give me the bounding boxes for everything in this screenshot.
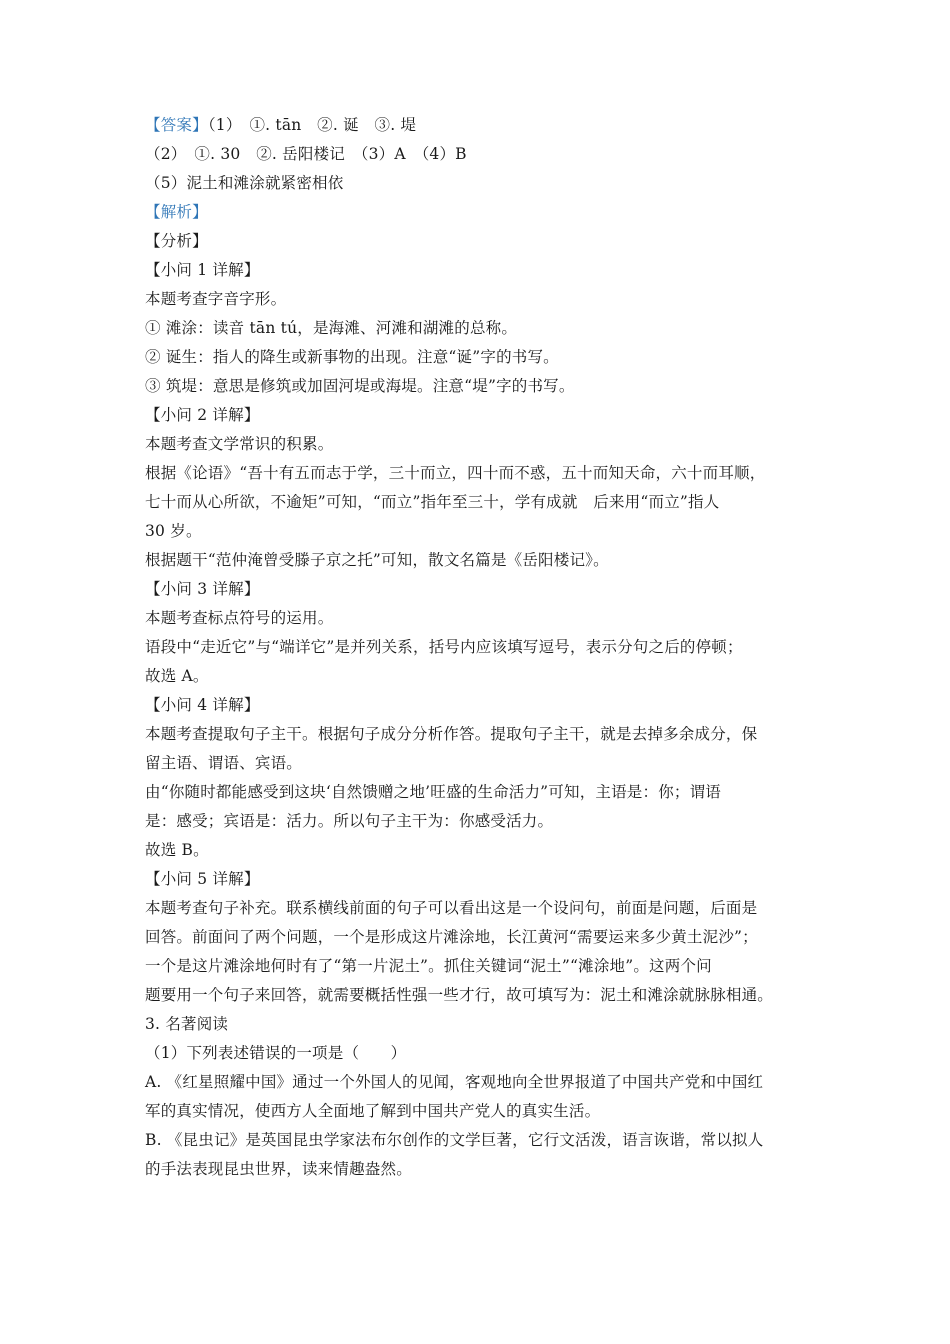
q3-text: 本题考查标点符号的运用。 bbox=[145, 609, 334, 627]
q4-heading: 【小问 4 详解】 bbox=[145, 696, 260, 714]
answer-line-3: （5）泥土和滩涂就紧密相依 bbox=[145, 174, 344, 192]
section-3-question: （1）下列表述错误的一项是（ ） bbox=[145, 1044, 407, 1062]
q2-text: 根据题干“范仲淹曾受滕子京之托”可知，散文名篇是《岳阳楼记》。 bbox=[145, 551, 609, 569]
q2-text: 根据《论语》“吾十有五而志于学，三十而立，四十而不惑，五十而知天命，六十而耳顺， bbox=[145, 464, 766, 482]
q4-text: 由“你随时都能感受到这块‘自然馈赠之地’旺盛的生命活力”可知，主语是：你；谓语 bbox=[145, 783, 722, 801]
q2-text: 30 岁。 bbox=[145, 522, 202, 540]
analysis-tag: 【解析】 bbox=[145, 203, 208, 221]
q4-text: 本题考查提取句子主干。根据句子成分分析作答。提取句子主干，就是去掉多余成分，保 bbox=[145, 725, 758, 743]
fenxi-heading: 【分析】 bbox=[145, 232, 208, 250]
q1-heading: 【小问 1 详解】 bbox=[145, 261, 260, 279]
q4-text: 故选 B。 bbox=[145, 841, 209, 859]
q5-text: 题要用一个句子来回答，就需要概括性强一些才行，故可填写为：泥土和滩涂就脉脉相通。 bbox=[145, 986, 774, 1004]
document-body bbox=[145, 111, 810, 1184]
q1-text: ① 滩涂：读音 tān tú，是海滩、河滩和湖滩的总称。 bbox=[145, 319, 518, 337]
section-3-title: 3. 名著阅读 bbox=[145, 1015, 229, 1033]
q3-text: 故选 A。 bbox=[145, 667, 209, 685]
q5-text: 本题考查句子补充。联系横线前面的句子可以看出这是一个设问句，前面是问题，后面是 bbox=[145, 899, 758, 917]
option-b-text: B. 《昆虫记》是英国昆虫学家法布尔创作的文学巨著，它行文活泼，语言诙谐，常以拟人 bbox=[145, 1131, 764, 1149]
q1-text: 本题考查字音字形。 bbox=[145, 290, 287, 308]
q5-text: 回答。前面问了两个问题，一个是形成这片滩涂地，长江黄河“需要运来多少黄土泥沙”； bbox=[145, 928, 758, 946]
answer-tag: 【答案】 bbox=[145, 116, 208, 134]
q2-heading: 【小问 2 详解】 bbox=[145, 406, 260, 424]
q5-heading: 【小问 5 详解】 bbox=[145, 870, 260, 888]
answer-line-1 bbox=[145, 111, 810, 140]
q4-text: 留主语、谓语、宾语。 bbox=[145, 754, 303, 772]
option-a-text: A. 《红星照耀中国》通过一个外国人的见闻，客观地向全世界报道了中国共产党和中国红 bbox=[145, 1073, 764, 1091]
q1-text: ② 诞生：指人的降生或新事物的出现。注意“诞”字的书写。 bbox=[145, 348, 559, 366]
q3-text: 语段中“走近它”与“端详它”是并列关系，括号内应该填写逗号，表示分句之后的停顿； bbox=[145, 638, 743, 656]
answer-part-1: （1） ①. tān ②. 诞 ③. 堤 bbox=[207, 116, 417, 134]
q4-text: 是：感受；宾语是：活力。所以句子主干为：你感受活力。 bbox=[145, 812, 554, 830]
option-a-text: 军的真实情况，使西方人全面地了解到中国共产党人的真实生活。 bbox=[145, 1102, 601, 1120]
q3-heading: 【小问 3 详解】 bbox=[145, 580, 260, 598]
answer-line-2: （2） ①. 30 ②. 岳阳楼记 （3）A （4）B bbox=[145, 145, 467, 163]
q1-text: ③ 筑堤：意思是修筑或加固河堤或海堤。注意“堤”字的书写。 bbox=[145, 377, 575, 395]
q5-text: 一个是这片滩涂地何时有了“第一片泥土”。抓住关键词“泥土”“滩涂地”。这两个问 bbox=[145, 957, 712, 975]
q2-text: 本题考查文学常识的积累。 bbox=[145, 435, 334, 453]
q2-text: 七十而从心所欲，不逾矩”可知，“而立”指年至三十，学有成就 后来用“而立”指人 bbox=[145, 493, 720, 511]
option-b-text: 的手法表现昆虫世界，读来情趣盎然。 bbox=[145, 1160, 412, 1178]
